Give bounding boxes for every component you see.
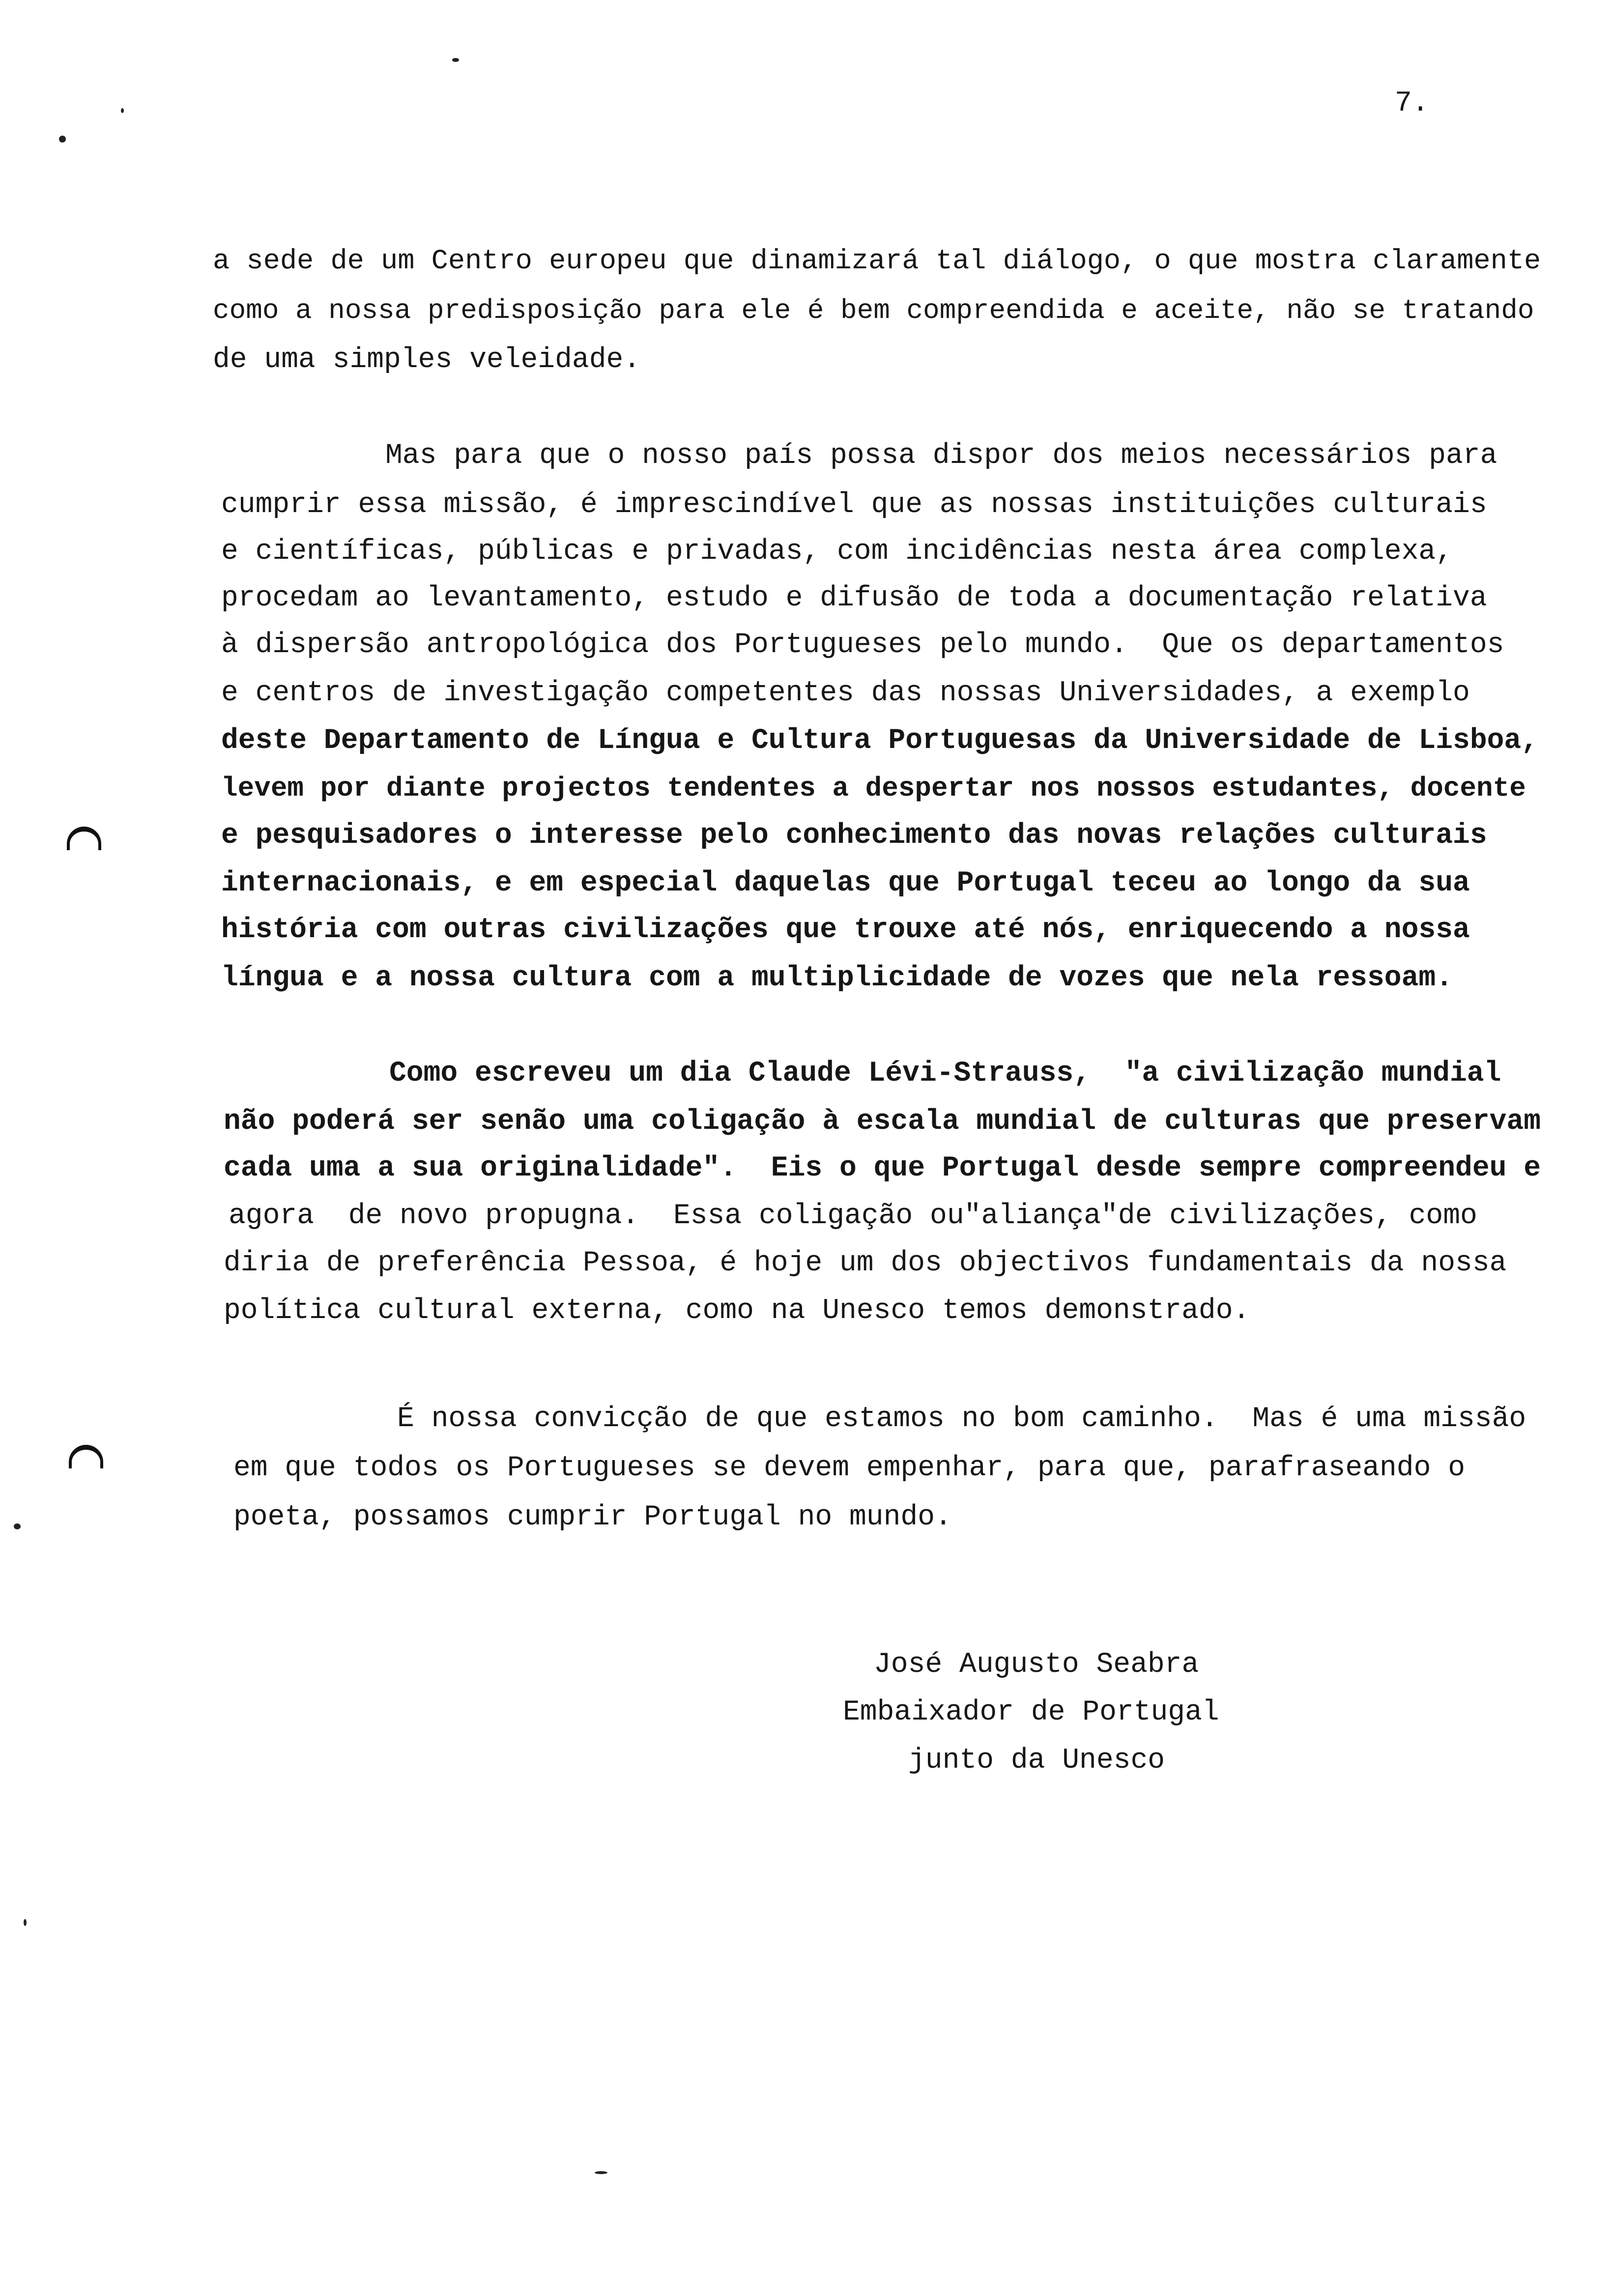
- paragraph-2-line-12: língua e a nossa cultura com a multiplicidade de vozes que nela ressoam.: [221, 962, 1453, 994]
- paragraph-1-line-2: como a nossa predisposição para ele é bem compreendida e aceite, não se tratando: [213, 295, 1534, 326]
- paragraph-4-line-1: É nossa convicção de que estamos no bom caminho. Mas é uma missão: [397, 1403, 1526, 1435]
- paragraph-1-line-3: de uma simples veleidade.: [213, 344, 641, 376]
- signature-name: José Augusto Seabra: [874, 1649, 1199, 1681]
- scan-speck: [24, 1919, 27, 1926]
- paragraph-3-line-5: diria de preferência Pessoa, é hoje um dos objectivos fundamentais da nossa: [224, 1247, 1507, 1279]
- paragraph-3-line-4: agora de novo propugna. Essa coligação ou"aliança"de civilizações, como: [229, 1200, 1477, 1232]
- scan-speck: [14, 1523, 21, 1529]
- paragraph-2-line-9: e pesquisadores o interesse pelo conhecimento das novas relações culturais: [221, 820, 1487, 852]
- page-number: 7.: [1395, 87, 1429, 119]
- scan-speck: [452, 58, 459, 62]
- paragraph-2-line-3: e científicas, públicas e privadas, com incidências nesta área complexa,: [221, 536, 1453, 568]
- paragraph-3-line-2: não poderá ser senão uma coligação à escala mundial de culturas que preservam: [224, 1106, 1541, 1138]
- scan-speck: [121, 108, 124, 113]
- paragraph-4-line-2: em que todos os Portugueses se devem empenhar, para que, parafraseando o: [233, 1452, 1466, 1484]
- paragraph-2-line-8: levem por diante projectos tendentes a despertar nos nossos estudantes, docente: [221, 773, 1526, 804]
- paragraph-2-line-2: cumprir essa missão, é imprescindível que as nossas instituições culturais: [221, 489, 1487, 521]
- paragraph-1-line-1: a sede de um Centro europeu que dinamizará tal diálogo, o que mostra claramente: [213, 246, 1541, 277]
- paragraph-2-line-5: à dispersão antropológica dos Portugueses pelo mundo. Que os departamentos: [221, 629, 1504, 661]
- signature-affiliation: junto da Unesco: [908, 1745, 1165, 1777]
- paragraph-2-line-11: história com outras civilizações que trouxe até nós, enriquecendo a nossa: [221, 914, 1470, 946]
- signature-title: Embaixador de Portugal: [843, 1696, 1219, 1728]
- scan-speck: [59, 136, 66, 143]
- paragraph-2-line-10: internacionais, e em especial daquelas que Portugal teceu ao longo da sua: [221, 867, 1470, 899]
- paragraph-3-line-3: cada uma a sua originalidade". Eis o que Portugal desde sempre compreendeu e: [224, 1152, 1541, 1184]
- paragraph-2-line-1: Mas para que o nosso país possa dispor dos meios necessários para: [385, 440, 1497, 472]
- paragraph-2-line-6: e centros de investigação competentes das nossas Universidades, a exemplo: [221, 677, 1470, 709]
- paragraph-2-line-7: deste Departamento de Língua e Cultura Portuguesas da Universidade de Lisboa,: [221, 725, 1539, 757]
- binder-hole-mark: [69, 1445, 103, 1468]
- paragraph-3-line-6: política cultural externa, como na Unesco temos demonstrado.: [224, 1295, 1250, 1327]
- scan-speck: [595, 2171, 607, 2174]
- paragraph-3-line-1: Como escreveu um dia Claude Lévi-Strauss, "a civilização mundial: [389, 1058, 1501, 1090]
- binder-hole-mark: [67, 827, 101, 850]
- paragraph-2-line-4: procedam ao levantamento, estudo e difusão de toda a documentação relativa: [221, 582, 1487, 614]
- paragraph-4-line-3: poeta, possamos cumprir Portugal no mundo.: [233, 1501, 952, 1533]
